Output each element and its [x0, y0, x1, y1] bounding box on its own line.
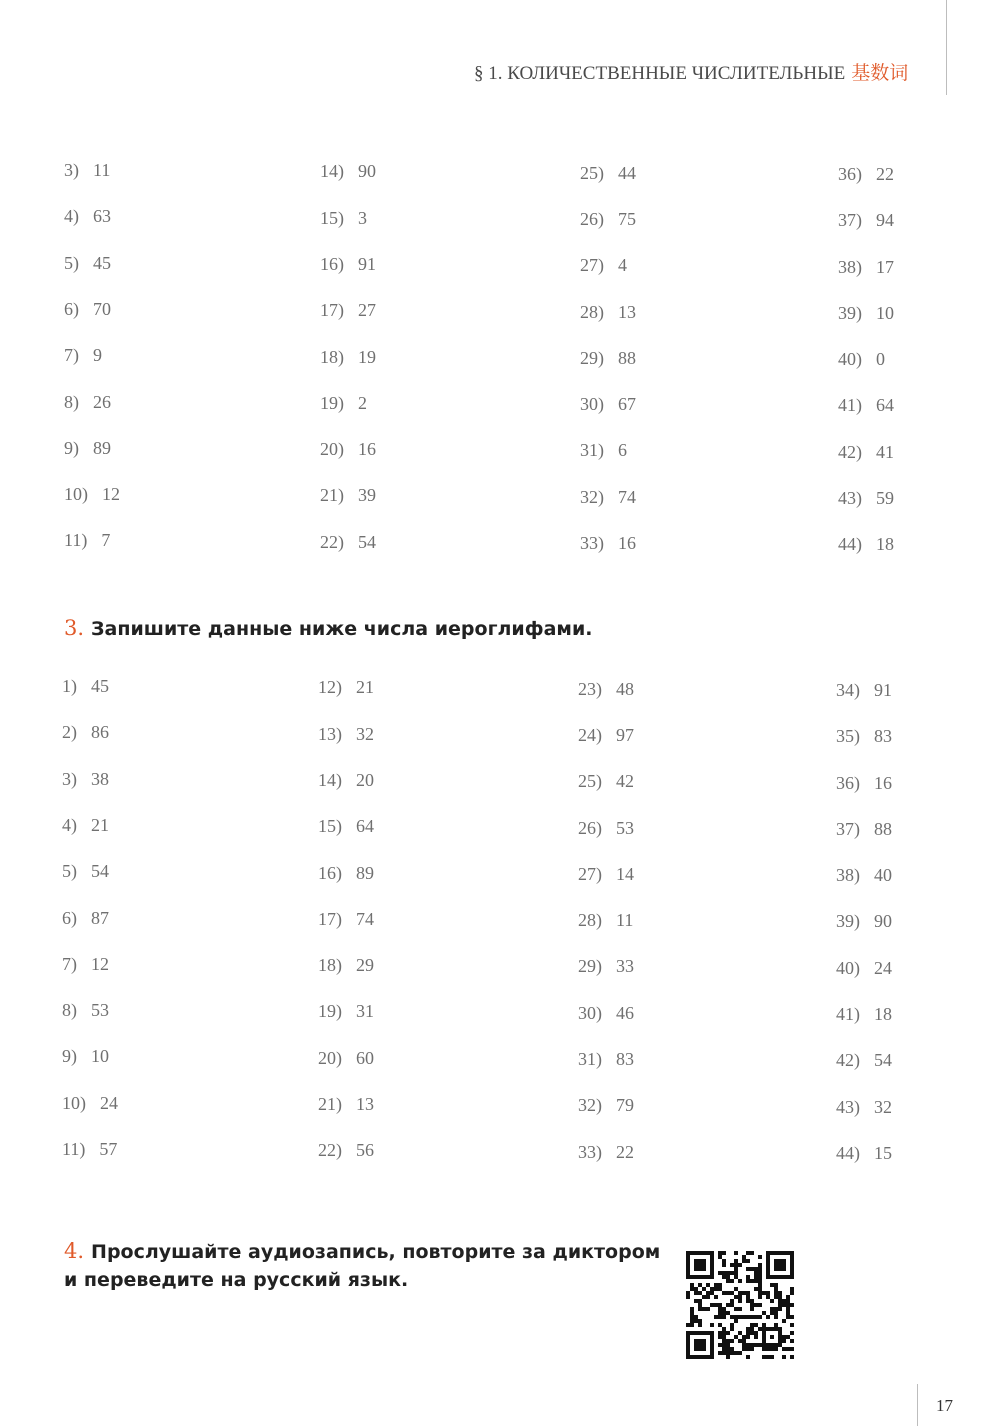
exercise-3-number: 3.: [64, 616, 85, 640]
item-value: 11: [93, 160, 111, 180]
exercise-item: [62, 769, 109, 790]
item-value: 18: [874, 1004, 892, 1024]
exercise-item: [62, 676, 109, 697]
item-number: 10): [62, 1092, 86, 1113]
item-number: 20): [320, 439, 344, 460]
item-value: 6: [618, 440, 627, 461]
item-value: 7: [101, 530, 111, 551]
item-number: 5): [64, 252, 79, 273]
item-number: 25): [580, 162, 604, 183]
exercise-3-title: Запишите данные ниже числа иероглифами.: [91, 618, 593, 640]
exercise-item: [578, 1142, 634, 1163]
exercise-item: [64, 392, 111, 413]
item-value: 11: [616, 910, 634, 931]
exercise-item: [836, 1050, 892, 1071]
item-number: 39): [838, 302, 862, 323]
item-value: 60: [356, 1047, 374, 1068]
item-number: 42): [836, 1050, 860, 1071]
item-number: 27): [578, 863, 602, 884]
item-value: 0: [876, 349, 885, 370]
item-number: 4): [64, 206, 79, 227]
exercise-3-heading: [64, 616, 592, 640]
exercise-item: [836, 958, 892, 979]
item-number: 11): [64, 530, 88, 551]
item-value: 88: [874, 818, 892, 839]
exercise-item: [836, 773, 892, 794]
exercise-item: [836, 1004, 892, 1025]
exercise-item: [64, 160, 110, 181]
item-value: 64: [876, 395, 894, 416]
item-number: 28): [578, 910, 602, 931]
item-number: 36): [836, 772, 860, 793]
exercise-item: [580, 348, 636, 369]
item-value: 54: [358, 531, 376, 552]
item-value: 53: [616, 817, 634, 838]
item-number: 29): [578, 956, 602, 977]
item-value: 89: [93, 437, 111, 458]
item-value: 79: [616, 1095, 634, 1116]
item-value: 83: [874, 726, 892, 747]
item-number: 44): [838, 534, 862, 555]
exercise-item: [64, 484, 120, 505]
item-number: 33): [580, 533, 604, 553]
item-value: 86: [91, 722, 109, 743]
exercise-item: [320, 208, 367, 229]
item-number: 23): [578, 678, 602, 699]
item-number: 31): [578, 1049, 602, 1069]
item-number: 9): [62, 1046, 77, 1067]
item-number: 5): [62, 861, 77, 882]
item-value: 57: [99, 1139, 118, 1159]
exercise-item: [836, 1097, 892, 1118]
item-value: 33: [616, 956, 634, 977]
exercise-item: [318, 863, 374, 884]
exercise-item: [62, 815, 109, 836]
exercise-item: [578, 910, 633, 931]
exercise-item: [836, 819, 892, 840]
item-number: 28): [580, 301, 604, 322]
item-number: 7): [62, 953, 77, 974]
qr-code-icon: [686, 1251, 794, 1359]
item-number: 34): [836, 679, 860, 700]
item-number: 6): [62, 907, 77, 928]
item-value: 48: [616, 678, 634, 699]
exercise-item: [838, 488, 894, 509]
exercise-item: [578, 956, 634, 977]
item-value: 22: [876, 163, 894, 184]
item-number: 37): [838, 210, 862, 231]
item-value: 74: [618, 486, 636, 507]
exercise-item: [64, 299, 111, 320]
item-value: 13: [356, 1094, 374, 1114]
item-number: 3): [62, 768, 77, 789]
item-value: 21: [91, 814, 109, 835]
item-value: 44: [618, 162, 636, 183]
exercise-item: [320, 393, 367, 414]
item-value: 90: [874, 911, 892, 932]
exercise-item: [836, 911, 892, 932]
exercise-item: [578, 864, 634, 885]
exercise-item: [580, 163, 636, 184]
item-value: 38: [91, 768, 109, 789]
exercise-item: [64, 206, 111, 227]
exercise-item: [578, 725, 634, 746]
item-number: 22): [318, 1140, 342, 1161]
item-number: 14): [318, 769, 342, 790]
header-title-chinese: 基数词: [851, 63, 909, 84]
item-number: 26): [580, 208, 604, 229]
exercise-item: [62, 861, 109, 882]
item-value: 83: [616, 1049, 634, 1069]
item-value: 12: [91, 953, 109, 974]
exercise-item: [62, 1093, 118, 1114]
item-number: 42): [838, 441, 862, 462]
item-number: 4): [62, 814, 77, 835]
item-number: 21): [318, 1094, 342, 1114]
item-value: 94: [876, 210, 894, 231]
item-number: 44): [836, 1142, 860, 1163]
bottom-rule: [917, 1384, 918, 1426]
item-number: 26): [578, 817, 602, 838]
exercise-item: [580, 440, 627, 461]
exercise-item: [318, 1140, 374, 1161]
exercise-item: [320, 161, 376, 182]
item-number: 21): [320, 485, 344, 506]
item-value: 24: [100, 1092, 118, 1113]
exercise-item: [64, 438, 111, 459]
page-header: [474, 58, 908, 85]
item-number: 17): [320, 300, 344, 321]
exercise-item: [318, 816, 374, 837]
item-value: 13: [618, 301, 636, 322]
item-value: 97: [616, 724, 634, 745]
item-number: 43): [838, 488, 862, 508]
item-value: 10: [876, 302, 894, 323]
item-number: 15): [320, 207, 344, 228]
item-number: 18): [320, 346, 344, 367]
exercise-item: [836, 865, 892, 886]
item-value: 16: [874, 772, 892, 793]
item-number: 40): [838, 349, 862, 370]
item-value: 19: [358, 346, 376, 367]
item-value: 74: [356, 908, 374, 929]
item-value: 40: [874, 865, 892, 886]
exercise-item: [318, 1048, 374, 1069]
top-rule: [946, 0, 947, 95]
item-value: 32: [874, 1096, 892, 1117]
exercise-item: [318, 724, 374, 745]
exercise-item: [838, 442, 894, 463]
exercise-item: [838, 534, 894, 555]
exercise-item: [836, 726, 892, 747]
exercise-item: [578, 1049, 634, 1070]
item-value: 9: [93, 345, 102, 366]
exercise-item: [318, 770, 374, 791]
item-number: 30): [578, 1002, 602, 1023]
item-value: 53: [91, 1000, 109, 1021]
exercise-item: [836, 680, 892, 701]
item-number: 32): [580, 486, 604, 507]
item-number: 20): [318, 1047, 342, 1068]
item-value: 22: [616, 1141, 634, 1162]
item-value: 87: [91, 907, 109, 928]
item-value: 29: [356, 955, 374, 976]
exercise-item: [62, 722, 109, 743]
item-number: 3): [64, 160, 79, 180]
exercise-4-line-1: Прослушайте аудиозапись, повторите за диктором: [91, 1241, 661, 1263]
exercise-item: [578, 679, 634, 700]
exercise-item: [318, 677, 374, 698]
exercise-item: [580, 302, 636, 323]
exercise-item: [320, 532, 376, 553]
item-value: 54: [874, 1050, 892, 1071]
exercise-item: [320, 439, 376, 460]
item-value: 15: [874, 1142, 892, 1163]
item-number: 13): [318, 723, 342, 744]
item-number: 12): [318, 677, 342, 698]
item-value: 91: [358, 253, 376, 274]
item-value: 89: [356, 862, 374, 883]
exercise-item: [64, 530, 110, 551]
item-number: 15): [318, 816, 342, 837]
exercise-item: [580, 209, 636, 230]
item-number: 41): [836, 1004, 860, 1024]
item-value: 4: [618, 255, 627, 276]
item-value: 64: [356, 816, 374, 837]
item-value: 45: [91, 676, 109, 696]
item-number: 10): [64, 484, 88, 505]
exercise-item: [580, 255, 627, 276]
item-value: 26: [93, 391, 111, 412]
exercise-4-heading: [64, 1237, 660, 1294]
exercise-item: [62, 1000, 109, 1021]
item-number: 24): [578, 724, 602, 745]
item-value: 45: [93, 252, 111, 273]
item-number: 30): [580, 394, 604, 415]
item-number: 18): [318, 955, 342, 976]
exercise-item: [62, 954, 109, 975]
exercise-item: [62, 1139, 117, 1160]
exercise-item: [580, 487, 636, 508]
item-value: 70: [93, 298, 111, 319]
exercise-item: [838, 303, 894, 324]
exercise-4-line-2: и переведите на русский язык.: [64, 1269, 409, 1291]
item-number: 7): [64, 345, 79, 366]
item-number: 16): [320, 253, 344, 274]
item-number: 19): [320, 392, 344, 413]
item-number: 16): [318, 862, 342, 883]
item-value: 75: [618, 208, 636, 229]
item-number: 1): [62, 676, 77, 696]
item-value: 59: [876, 488, 894, 508]
item-value: 27: [358, 300, 376, 321]
item-number: 8): [62, 1000, 77, 1021]
item-value: 46: [616, 1002, 634, 1023]
exercise-item: [320, 485, 376, 506]
item-number: 19): [318, 1001, 342, 1022]
item-number: 38): [838, 256, 862, 277]
exercise-item: [318, 1094, 374, 1115]
item-value: 63: [93, 206, 111, 227]
item-value: 20: [356, 769, 374, 790]
item-number: 31): [580, 440, 604, 461]
item-value: 32: [356, 723, 374, 744]
item-number: 39): [836, 911, 860, 932]
exercise-item: [64, 345, 102, 366]
item-value: 31: [356, 1001, 374, 1022]
exercise-item: [580, 394, 636, 415]
item-value: 90: [358, 161, 376, 182]
audio-qr-code[interactable]: [686, 1251, 794, 1359]
exercise-item: [318, 955, 374, 976]
item-number: 43): [836, 1096, 860, 1117]
item-number: 36): [838, 163, 862, 184]
item-number: 22): [320, 531, 344, 552]
item-value: 91: [874, 679, 892, 700]
page-number: 17: [936, 1396, 953, 1415]
exercise-item: [62, 908, 109, 929]
item-number: 33): [578, 1141, 602, 1162]
exercise-item: [320, 254, 376, 275]
exercise-item: [836, 1143, 892, 1164]
item-number: 32): [578, 1095, 602, 1116]
exercise-item: [578, 1003, 634, 1024]
exercise-item: [578, 771, 634, 792]
item-number: 11): [62, 1139, 86, 1159]
item-value: 42: [616, 771, 634, 792]
item-value: 24: [874, 957, 892, 978]
item-number: 2): [62, 722, 77, 743]
item-value: 56: [356, 1140, 374, 1161]
item-value: 54: [91, 861, 109, 882]
item-number: 38): [836, 865, 860, 886]
item-value: 12: [102, 484, 120, 505]
item-number: 14): [320, 161, 344, 182]
exercise-item: [64, 253, 111, 274]
item-value: 14: [616, 863, 634, 884]
item-value: 88: [618, 347, 636, 368]
item-value: 10: [91, 1046, 109, 1067]
exercise-item: [578, 1095, 634, 1116]
item-number: 9): [64, 437, 79, 458]
item-number: 29): [580, 347, 604, 368]
item-value: 17: [876, 256, 894, 277]
exercise-item: [838, 395, 894, 416]
exercise-item: [318, 909, 374, 930]
item-number: 37): [836, 818, 860, 839]
item-number: 40): [836, 957, 860, 978]
item-value: 67: [618, 394, 636, 415]
item-number: 41): [838, 395, 862, 416]
exercise-4-number: 4.: [64, 1239, 85, 1263]
item-value: 2: [358, 392, 367, 413]
exercise-item: [578, 818, 634, 839]
item-value: 39: [358, 485, 376, 506]
item-number: 8): [64, 391, 79, 412]
item-value: 3: [358, 207, 367, 228]
item-number: 17): [318, 908, 342, 929]
exercise-item: [62, 1046, 109, 1067]
item-number: 25): [578, 771, 602, 792]
exercise-item: [838, 257, 894, 278]
exercise-item: [838, 210, 894, 231]
item-value: 41: [876, 441, 894, 462]
exercise-item: [320, 347, 376, 368]
exercise-item: [318, 1001, 374, 1022]
exercise-item: [320, 300, 376, 321]
item-number: 6): [64, 298, 79, 319]
item-value: 18: [876, 534, 894, 555]
exercise-item: [580, 533, 636, 554]
item-number: 27): [580, 255, 604, 276]
item-value: 21: [356, 677, 374, 698]
item-value: 16: [358, 439, 376, 460]
item-number: 35): [836, 726, 860, 747]
exercise-item: [838, 164, 894, 185]
item-value: 16: [618, 533, 636, 553]
exercise-item: [838, 349, 885, 370]
header-title: § 1. КОЛИЧЕСТВЕННЫЕ ЧИСЛИТЕЛЬНЫЕ: [474, 63, 846, 84]
